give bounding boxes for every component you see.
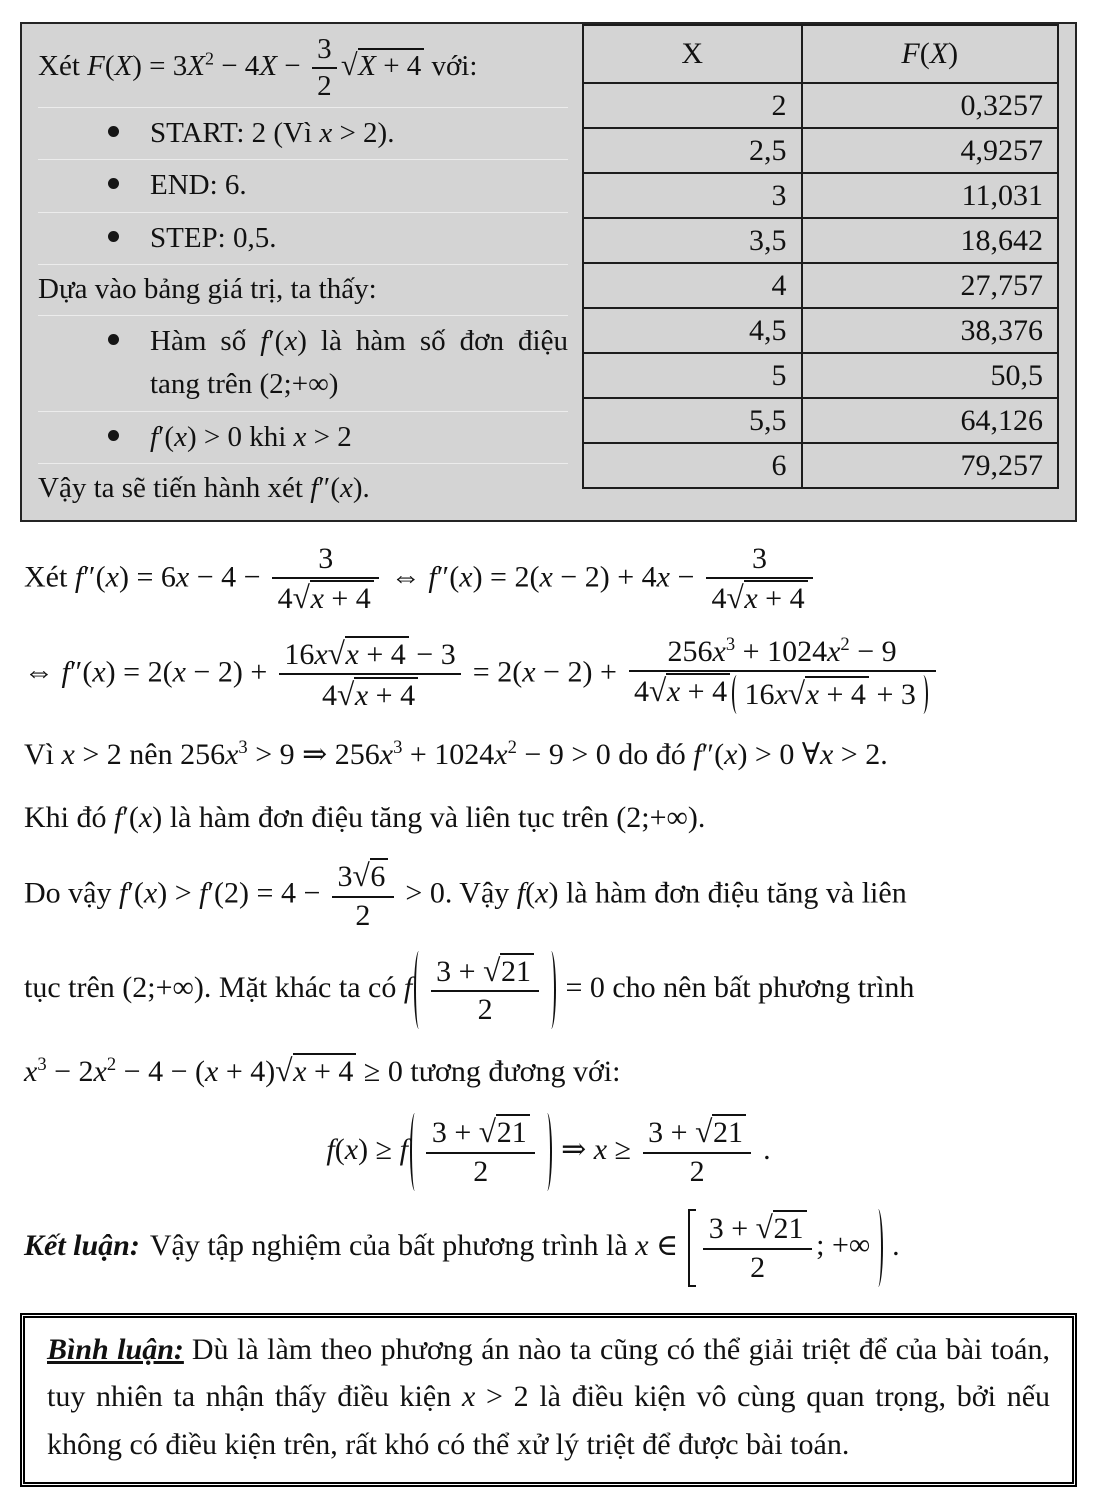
conclusion-text: Vậy tập nghiệm của bất phương trình là x ∈ $\frac{3 + √21}{2}$ ; +∞ . [150, 1229, 900, 1262]
panel-table-area [574, 24, 1075, 520]
value-table [582, 24, 1059, 489]
cell-fx: 27,757 [802, 263, 1059, 308]
table-header-fx: F(X) [802, 25, 1059, 83]
table-row [583, 353, 1058, 398]
conclusion-label: Kết luận: [24, 1228, 140, 1262]
comment-label: Bình luận: [47, 1332, 184, 1366]
table-row [583, 83, 1058, 128]
cell-fx: 50,5 [802, 353, 1059, 398]
cell-x: 4,5 [583, 308, 802, 353]
list-item-start: START: 2 (Vì x > 2). [38, 108, 568, 161]
cell-x: 2,5 [583, 128, 802, 173]
derivation-section [0, 522, 1097, 1287]
table-header-row [583, 25, 1058, 83]
cell-fx: 0,3257 [802, 83, 1059, 128]
panel-notes [22, 24, 574, 520]
list-item-step: STEP: 0,5. [38, 213, 568, 266]
table-body [583, 83, 1058, 488]
equation-line-3: Vì x > 2 nên $256x^3 > 9$ ⇒ $256x^3 + 1024x^2 - 9 > 0$ do đó f″(x) > 0 ∀x > 2. [24, 737, 888, 772]
equation-line-8: f(x) ≥ f $\frac{3 + √21}{2}$ ⇒ x ≥ $\frac{3 + √21}{2}$ . [24, 1113, 1073, 1191]
observation-list [38, 316, 568, 465]
list-item-positive: f′(x) > 0 khi x > 2 [38, 412, 568, 465]
equation-line-4: Khi đó f′(x) là hàm đơn điệu tăng và liên tục trên (2;+∞). [24, 801, 706, 835]
list-item-monotonic: Hàm số f′(x) là hàm số đơn điệu tang trên (2;+∞) [38, 316, 568, 412]
cell-fx: 18,642 [802, 218, 1059, 263]
comment-box [20, 1313, 1077, 1487]
document-page [0, 22, 1097, 1507]
equation-line-2: ⇔ f″(x) = 2(x − 2) + $\frac{16x√x + 4 - 3}{4√x + 4}$ = 2(x − 2) + $256x^3 + 1024x^2 - 9$ 4√x + 4 16x√x + 4 + 3 [24, 635, 1073, 714]
observation-intro: Dựa vào bảng giá trị, ta thấy: [38, 265, 568, 316]
solution-note-panel [20, 22, 1077, 522]
cell-x: 5,5 [583, 398, 802, 443]
table-header-x: X [583, 25, 802, 83]
cell-x: 3,5 [583, 218, 802, 263]
cell-x: 4 [583, 263, 802, 308]
cell-fx: 64,126 [802, 398, 1059, 443]
table-row [583, 308, 1058, 353]
table-row [583, 218, 1058, 263]
function-definition: Xét $F(X) = 3X^2 - 4X$ − $\frac{3}{2}$ √X + 4 với: [38, 30, 568, 108]
cell-fx: 4,9257 [802, 128, 1059, 173]
equation-line-6: tục trên (2;+∞). Mặt khác ta có f $\frac{3 + √21}{2}$ = 0 cho nên bất phương trình [24, 951, 1073, 1029]
calculator-settings-list [38, 108, 568, 266]
equation-line-5: Do vậy f′(x) > f′(2) = 4 − $\frac{3√6}{2}$ > 0. Vậy f(x) là hàm đơn điệu tăng và liên [24, 858, 907, 932]
conclusion-line [24, 1209, 1073, 1287]
panel-conclusion: Vậy ta sẽ tiến hành xét f″(x). [38, 472, 370, 505]
cell-x: 3 [583, 173, 802, 218]
table-row [583, 173, 1058, 218]
cell-x: 2 [583, 83, 802, 128]
cell-fx: 79,257 [802, 443, 1059, 488]
cell-fx: 11,031 [802, 173, 1059, 218]
table-row [583, 263, 1058, 308]
table-row [583, 128, 1058, 173]
cell-fx: 38,376 [802, 308, 1059, 353]
cell-x: 5 [583, 353, 802, 398]
equation-line-1: Xét f″(x) = 6x − 4 − $\frac{3}{4√x + 4}$ ⇔ f″(x) = 2(x − 2) + 4x − $\frac{3}{4√x + 4}$ [24, 542, 1073, 617]
cell-x: 6 [583, 443, 802, 488]
comment-text: Dù là làm theo phương án nào ta cũng có thể giải triệt để của bài toán, tuy nhiên ta nhận thấy điều kiện x > 2 là điều kiện vô cùng quan trọng, bởi nếu không có điều kiện trên, rất khó có thể xử lý triệt để được bài toán. [47, 1332, 1051, 1461]
list-item-end: END: 6. [38, 160, 568, 213]
table-row [583, 398, 1058, 443]
table-row [583, 443, 1058, 488]
equation-line-7: $x^3 - 2x^2 - 4 - (x + 4)√x + 4 \ge 0$ tương đương với: [24, 1053, 621, 1089]
